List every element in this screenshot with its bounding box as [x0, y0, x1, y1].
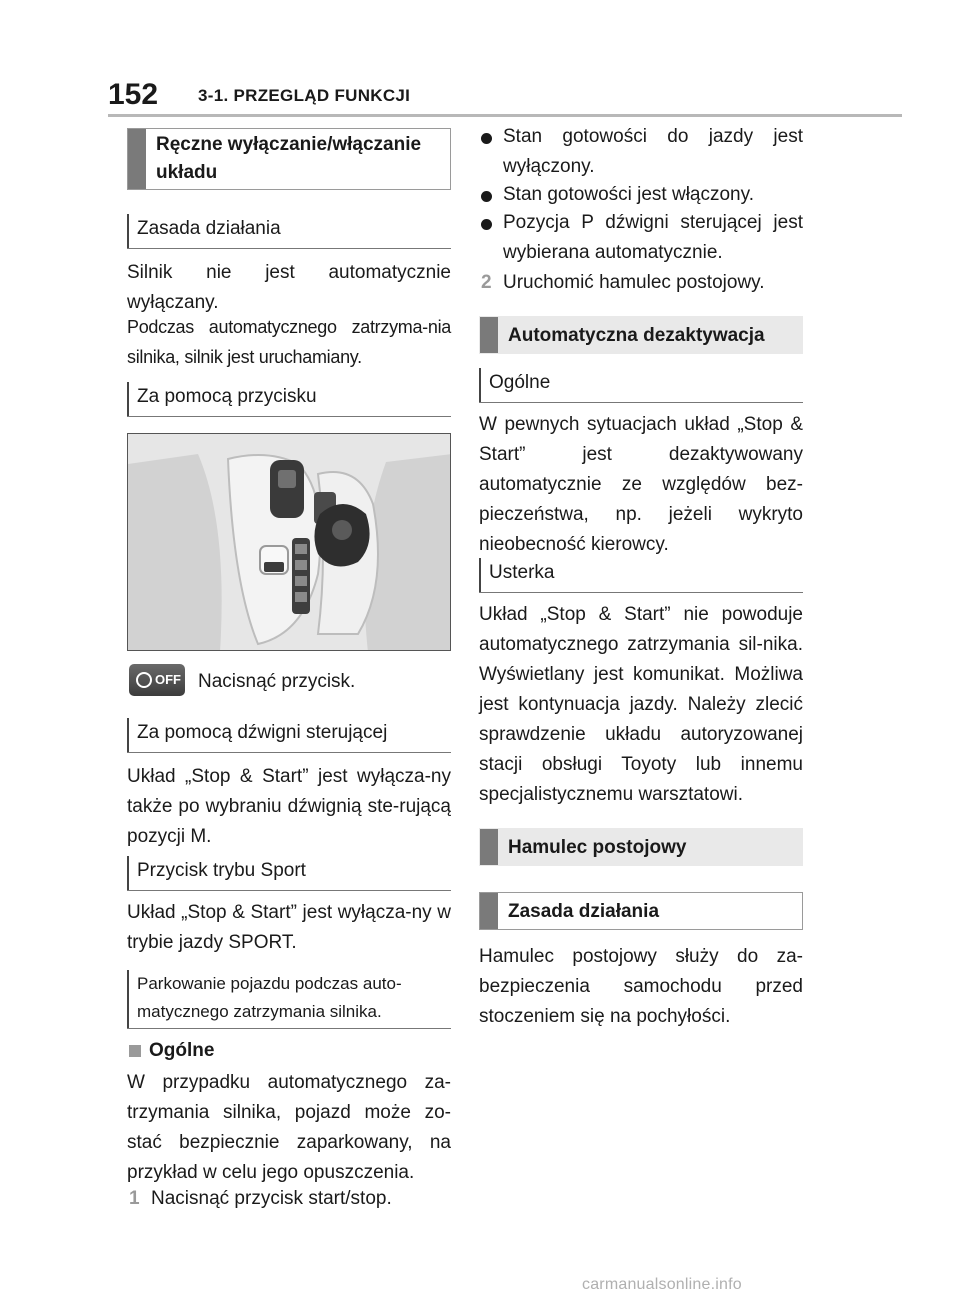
bullet-readiness-off — [479, 122, 803, 182]
section-heading-auto-deactivation: Automatyczna dezaktywacja — [479, 316, 803, 354]
bullet-text: Pozycja P dźwigni sterującej jest wybierana automatycznie. — [503, 212, 803, 263]
subheading-text: Za pomocą przycisku — [137, 386, 317, 407]
header-divider — [108, 114, 902, 117]
subheading-parking — [127, 970, 451, 1028]
stop-start-off-button-icon — [129, 664, 185, 696]
bullet-dot-icon — [481, 191, 492, 202]
subheading-bar — [479, 368, 481, 402]
subheading-text: Ogólne — [489, 372, 551, 393]
center-console-drawing — [128, 434, 451, 651]
section-heading-parking-brake: Hamulec postojowy — [479, 828, 803, 866]
subheading-principle — [127, 214, 451, 248]
off-label: OFF — [155, 672, 181, 687]
step-2 — [479, 268, 803, 298]
paragraph-engine-not-stopped: Silnik nie jest automatycznie wyłączany. — [127, 262, 451, 313]
bullet-park-position — [479, 208, 803, 268]
center-console-illustration — [127, 433, 451, 651]
square-bullet-icon — [129, 1045, 141, 1057]
paragraph-parking-brake: Hamulec postojowy służy do za-bezpieczenia samochodu przed stoczeniem się na pochyłości. — [479, 946, 803, 1027]
paragraph-sport: Układ „Stop & Start” jest wyłącza-ny w trybie jazdy SPORT. — [127, 902, 451, 953]
subheading-text: Za pomocą dźwigni sterującej — [137, 722, 388, 743]
paragraph-auto-deactivated: W pewnych sytuacjach układ „Stop & Start” jest dezaktywowany automatycznie ze względów bez-pieczeństwa, np. jeżeli wykryto nieobecność kierowcy. — [479, 414, 803, 555]
subheading-rule — [479, 402, 803, 403]
bullet-text: Stan gotowości do jazdy jest wyłączony. — [503, 126, 803, 177]
step-text: Uruchomić hamulec postojowy. — [503, 272, 765, 293]
subheading-rule — [127, 416, 451, 417]
subheading-by-lever — [127, 718, 451, 752]
subheading-bar — [127, 856, 129, 890]
a-circle-icon — [136, 672, 152, 688]
paragraph-lever-m: Układ „Stop & Start” jest wyłącza-ny także po wybraniu dźwignią ste-rującą pozycji M. — [127, 766, 451, 847]
button-caption: Nacisnąć przycisk. — [198, 671, 356, 692]
subheading-text: Zasada działania — [137, 218, 281, 239]
footer-watermark: carmanualsonline.info — [582, 1276, 742, 1293]
section-heading-principle: Zasada działania — [479, 892, 803, 930]
subheading-fault — [479, 558, 803, 592]
paragraph-parking-safe: W przypadku automatycznego za-trzymania silnika, pojazd może zo-stać bezpiecznie zaparkowany, na przykład w celu jego opuszczenia. — [127, 1072, 451, 1183]
subheading-bar — [127, 970, 129, 1028]
subheading-by-button — [127, 382, 451, 416]
subheading-rule — [127, 1028, 451, 1029]
subheading-bar — [479, 558, 481, 592]
subheading-rule — [127, 890, 451, 891]
paragraph-engine-restarted: Podczas automatycznego zatrzyma-nia silnika, silnik jest uruchamiany. — [127, 317, 451, 367]
bullet-readiness-on — [479, 180, 803, 210]
subheading-bar — [127, 382, 129, 416]
step-1 — [127, 1184, 451, 1214]
subheading-sport-mode — [127, 856, 451, 890]
heading-general — [127, 1036, 451, 1066]
bullet-dot-icon — [481, 133, 492, 144]
step-number: 1 — [129, 1188, 140, 1209]
heading-general-text: Ogólne — [149, 1040, 215, 1061]
step-text: Nacisnąć przycisk start/stop. — [151, 1188, 392, 1209]
section-heading-manual-toggle: Ręczne wyłączanie/włączanie układu — [127, 128, 451, 190]
bullet-dot-icon — [481, 219, 492, 230]
subheading-bar — [127, 718, 129, 752]
bullet-text: Stan gotowości jest włączony. — [503, 184, 754, 205]
chapter-title: 3-1. PRZEGLĄD FUNKCJI — [198, 86, 411, 105]
subheading-general — [479, 368, 803, 402]
paragraph-fault: Układ „Stop & Start” nie powoduje automatycznego zatrzymania sil-nika. Wyświetlany jest komunikat. Możliwa jest kontynuacja jazdy. Należy zlecić sprawdzenie układu autoryzowanej stacji obsługi Toyoty lub innemu specjalistycznemu warsztatowi. — [479, 604, 803, 805]
subheading-rule — [127, 752, 451, 753]
page-number: 152 — [108, 78, 159, 111]
subheading-text: Parkowanie pojazdu podczas auto-matycznego zatrzymania silnika. — [137, 974, 402, 1021]
step-number: 2 — [481, 272, 492, 293]
subheading-rule — [127, 248, 451, 249]
subheading-text: Przycisk trybu Sport — [137, 860, 306, 881]
subheading-bar — [127, 214, 129, 248]
subheading-rule — [479, 592, 803, 593]
subheading-text: Usterka — [489, 562, 555, 583]
